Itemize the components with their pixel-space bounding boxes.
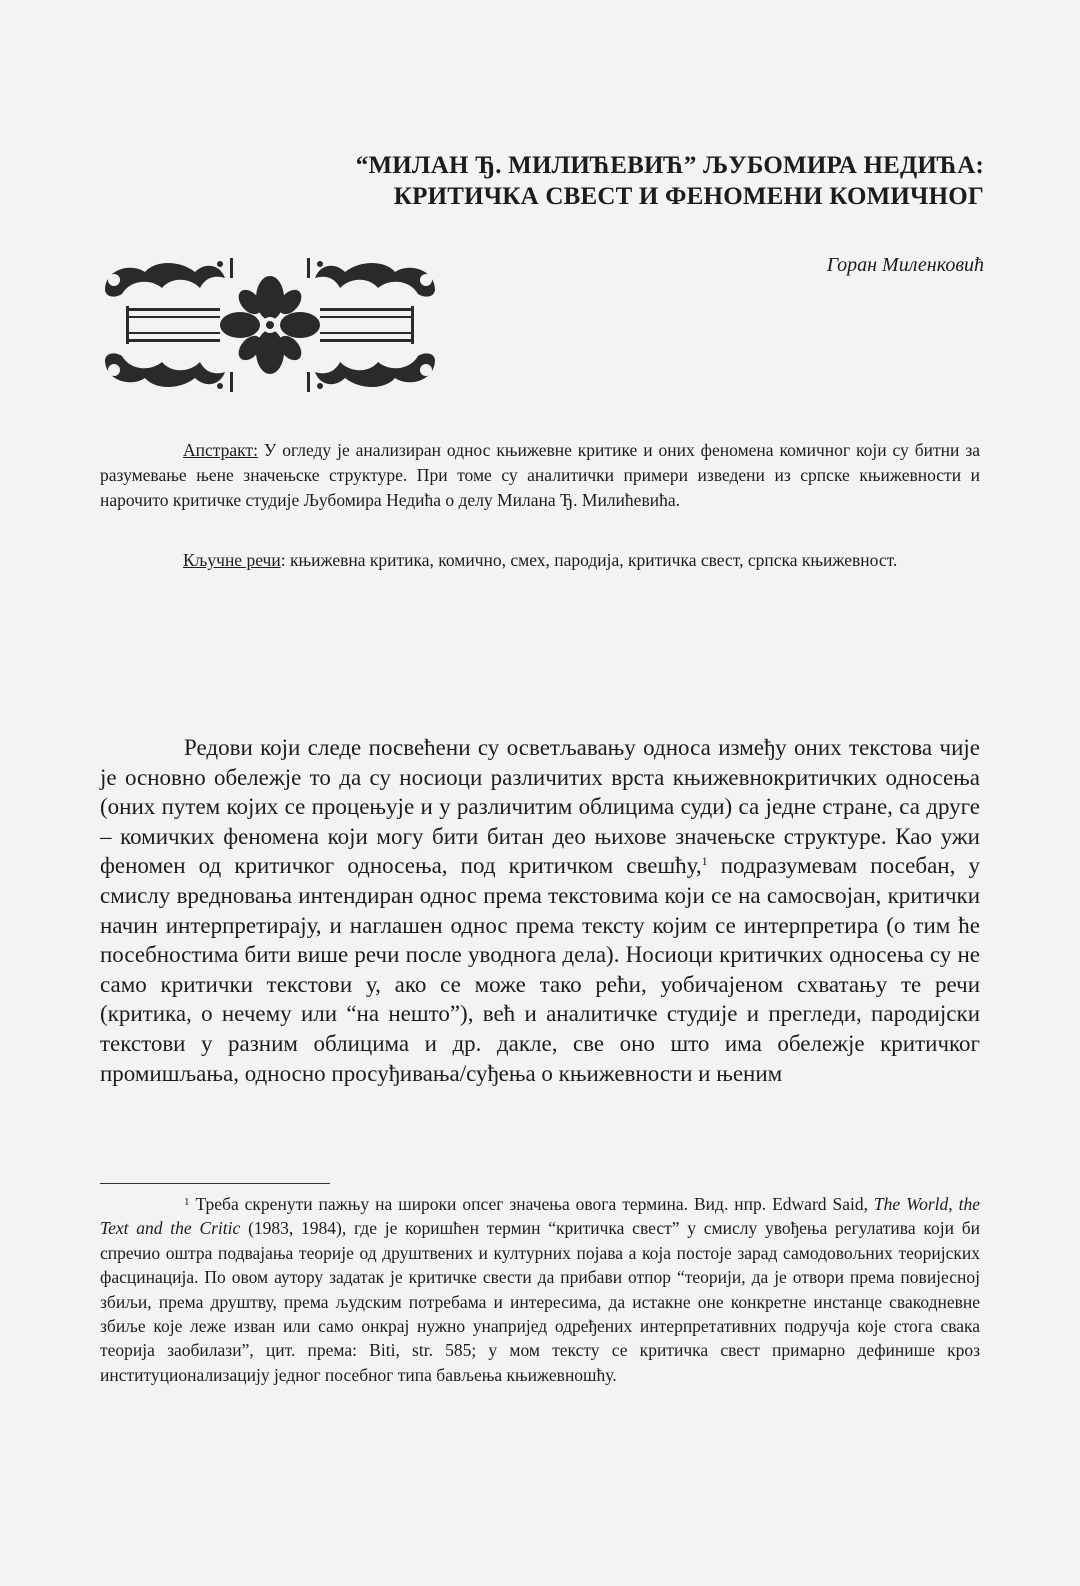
footnote-divider (100, 1183, 330, 1184)
abstract-text: У огледу је анализиран однос књижевне критике и оних феномена комичног који су битни за разумевање њене значењске структуре. При томе су аналитички примери изведени из српске књижевности и нарочито критичке студије Љубомира Недића о делу Милана Ђ. Милићевића. (100, 440, 980, 510)
footnote (100, 1192, 980, 1387)
footnote-reference[interactable]: 1 (701, 854, 708, 869)
author-name: Горан Миленковић (826, 254, 984, 276)
keywords-label: Кључне речи (183, 550, 281, 570)
footnote-text-a: Треба скренути пажњу на широки опсег значења овога термина. Вид. нпр. Edward Said, (195, 1194, 874, 1214)
body-paragraph (100, 733, 980, 1088)
footnote-work-title: The World, the Text and the Critic (100, 1194, 980, 1239)
title-line-2: КРИТИЧКА СВЕСТ И ФЕНОМЕНИ КОМИЧНОГ (393, 183, 984, 210)
abstract-label: Апстракт: (183, 440, 258, 460)
body-text-part-1: Редови који следе посвећени су осветљавању односа између оних текстова чије је основно обележје то да су носиоци различитих врста књижевнокритичких односења (оних путем којих се процењује и у различитим облицима суди) са једне стране, са друге – комичких феномена који могу бити битан део њихове значењске структуре. Као ужи феномен од критичког односења, под критичком свешћу, (100, 735, 980, 879)
footnote-text-b: (1983, 1984), где је коришћен термин “критичка свест” у смислу увођења регулатива који би спречио оштра подвајања теорије од друштвених и културних појава а која постоје зарад самодовољних теоријских фасцинација. По овом аутору задатак је критичке свести да прибави отпор “теорији, да је отвори према повијесној збиљи, према друштву, према људским потребама и интересима, да истакне оне конкретне инстанце свакодневне збиље које леже изван или само онкрај нужно унапријед одређених интерпретативних подручја које стога свака теорија заобилази”, цит. према: Biti, str. 585; у мом тексту се критичка свест примарно дефинише кроз институционализацију једног посебног типа бављења књижевношћу. (100, 1218, 980, 1385)
keywords (100, 548, 980, 573)
footnote-number: 1 (184, 1196, 190, 1208)
body-text-part-2: подразумевам посебан, у смислу вредновања интендиран однос према текстовима који се на самосвојан, критички начин интерпретирају, и наглашен однос према тексту којим се интерпретира (о тим ће посебностима бити више речи после уводнога дела). Носиоци критичких односења су не само критички текстови у, ако се може тако рећи, уобичајеном схватању те речи (критика, о нечему или “на нешто”), већ и аналитичке студије и прегледи, пародијски текстови у разним облицима и др. дакле, све оно што има обележје критичког промишљања, односно просуђивања/суђења о књижевности и њеним (100, 853, 980, 1086)
keywords-text: : књижевна критика, комично, смех, пародија, критичка свест, српска књижевност. (280, 550, 898, 570)
decorative-ornament-icon (100, 250, 440, 400)
abstract (100, 438, 980, 513)
article-title (184, 150, 984, 212)
title-line-1: “МИЛАН Ђ. МИЛИЋЕВИЋ” ЉУБОМИРА НЕДИЋА: (355, 152, 984, 179)
